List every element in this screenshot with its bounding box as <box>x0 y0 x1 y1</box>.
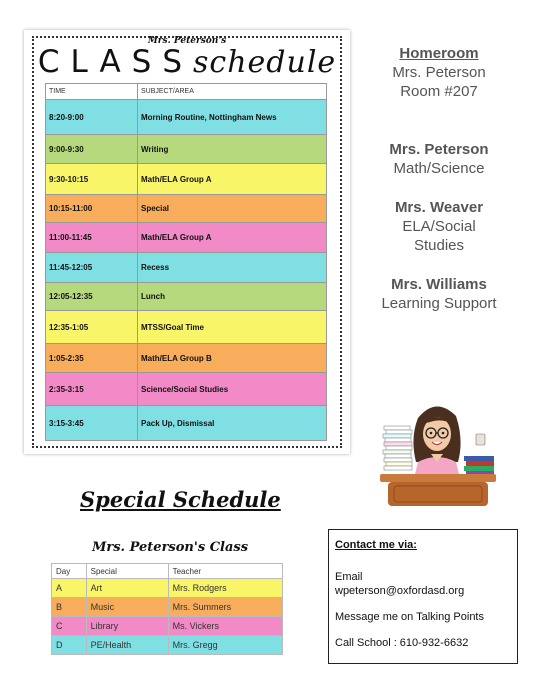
williams-name: Mrs. Williams <box>391 276 487 293</box>
special-day-cell: B <box>52 598 87 617</box>
schedule-time: 10:15-11:00 <box>46 195 138 223</box>
schedule-subject: Math/ELA Group B <box>138 344 327 373</box>
special-teacher-cell: Mrs. Rodgers <box>168 579 282 598</box>
special-header: Special <box>86 564 168 579</box>
schedule-time: 9:00-9:30 <box>46 135 138 164</box>
schedule-row <box>46 164 327 195</box>
schedule-time: 9:30-10:15 <box>46 164 138 195</box>
schedule-owner: Mrs. Peterson's <box>147 36 227 46</box>
schedule-subject: Science/Social Studies <box>138 373 327 406</box>
weaver-role-line2: Studies <box>413 237 465 254</box>
special-special-cell: Art <box>86 579 168 598</box>
peterson-name: Mrs. Peterson <box>389 141 489 158</box>
special-special-cell: PE/Health <box>86 636 168 655</box>
schedule-subject: Special <box>138 195 327 223</box>
special-row <box>52 579 283 598</box>
schedule-subject: Math/ELA Group A <box>138 164 327 195</box>
schedule-row <box>46 223 327 253</box>
schedule-row <box>46 253 327 283</box>
williams-role: Learning Support <box>381 295 497 312</box>
day-header: Day <box>52 564 87 579</box>
time-header: TIME <box>46 84 138 100</box>
weaver-role-line1: ELA/Social <box>402 218 476 235</box>
homeroom-room: Room #207 <box>400 83 478 100</box>
schedule-subject: Morning Routine, Nottingham News <box>138 100 327 135</box>
schedule-title-caps: CLASS <box>37 44 194 80</box>
schedule-row <box>46 344 327 373</box>
contact-title: Contact me via: <box>335 539 417 551</box>
schedule-time: 12:05-12:35 <box>46 283 138 311</box>
peterson-role: Math/Science <box>393 160 485 177</box>
schedule-row <box>46 100 327 135</box>
schedule-subject: Pack Up, Dismissal <box>138 406 327 441</box>
special-schedule-title: Special Schedule <box>80 487 281 512</box>
schedule-row <box>46 135 327 164</box>
schedule-subject: Writing <box>138 135 327 164</box>
schedule-subject: Lunch <box>138 283 327 311</box>
homeroom-block <box>364 44 514 101</box>
schedule-time: 12:35-1:05 <box>46 311 138 344</box>
special-row <box>52 598 283 617</box>
weaver-block <box>364 198 514 255</box>
special-schedule-table <box>51 563 283 655</box>
teacher-at-desk-icon <box>378 400 498 510</box>
schedule-time: 3:15-3:45 <box>46 406 138 441</box>
schedule-time: 8:20-9:00 <box>46 100 138 135</box>
special-day-cell: D <box>52 636 87 655</box>
special-special-cell: Library <box>86 617 168 636</box>
schedule-subject: Recess <box>138 253 327 283</box>
special-header-row <box>52 564 283 579</box>
special-special-cell: Music <box>86 598 168 617</box>
special-teacher-cell: Mrs. Summers <box>168 598 282 617</box>
schedule-table <box>45 83 327 441</box>
special-row <box>52 617 283 636</box>
schedule-body <box>46 100 327 441</box>
schedule-subject: Math/ELA Group A <box>138 223 327 253</box>
class-schedule-card <box>24 30 350 454</box>
peterson-block <box>364 140 514 178</box>
schedule-row <box>46 373 327 406</box>
schedule-time: 2:35-3:15 <box>46 373 138 406</box>
homeroom-heading: Homeroom <box>399 45 479 62</box>
talking-points-text: Message me on Talking Points <box>335 611 484 623</box>
schedule-row <box>46 195 327 223</box>
contact-box <box>328 529 518 664</box>
schedule-title-script: schedule <box>193 45 337 80</box>
weaver-name: Mrs. Weaver <box>394 199 484 216</box>
email-address[interactable]: wpeterson@oxfordasd.org <box>335 585 465 597</box>
special-teacher-cell: Ms. Vickers <box>168 617 282 636</box>
special-schedule-subtitle: Mrs. Peterson's Class <box>92 540 249 555</box>
special-day-cell: C <box>52 617 87 636</box>
homeroom-teacher: Mrs. Peterson <box>392 64 486 81</box>
schedule-time: 1:05-2:35 <box>46 344 138 373</box>
special-day-cell: A <box>52 579 87 598</box>
schedule-time: 11:00-11:45 <box>46 223 138 253</box>
phone-text: Call School : 610-932-6632 <box>335 637 469 649</box>
teacher-header: Teacher <box>168 564 282 579</box>
schedule-row <box>46 406 327 441</box>
schedule-header-row <box>46 84 327 100</box>
subject-header: SUBJECT/AREA <box>138 84 327 100</box>
schedule-subject: MTSS/Goal Time <box>138 311 327 344</box>
schedule-title <box>36 44 338 80</box>
special-teacher-cell: Mrs. Gregg <box>168 636 282 655</box>
special-row <box>52 636 283 655</box>
schedule-row <box>46 283 327 311</box>
williams-block <box>364 275 514 313</box>
schedule-time: 11:45-12:05 <box>46 253 138 283</box>
email-label: Email <box>335 571 363 583</box>
special-schedule-body <box>52 564 283 655</box>
schedule-row <box>46 311 327 344</box>
